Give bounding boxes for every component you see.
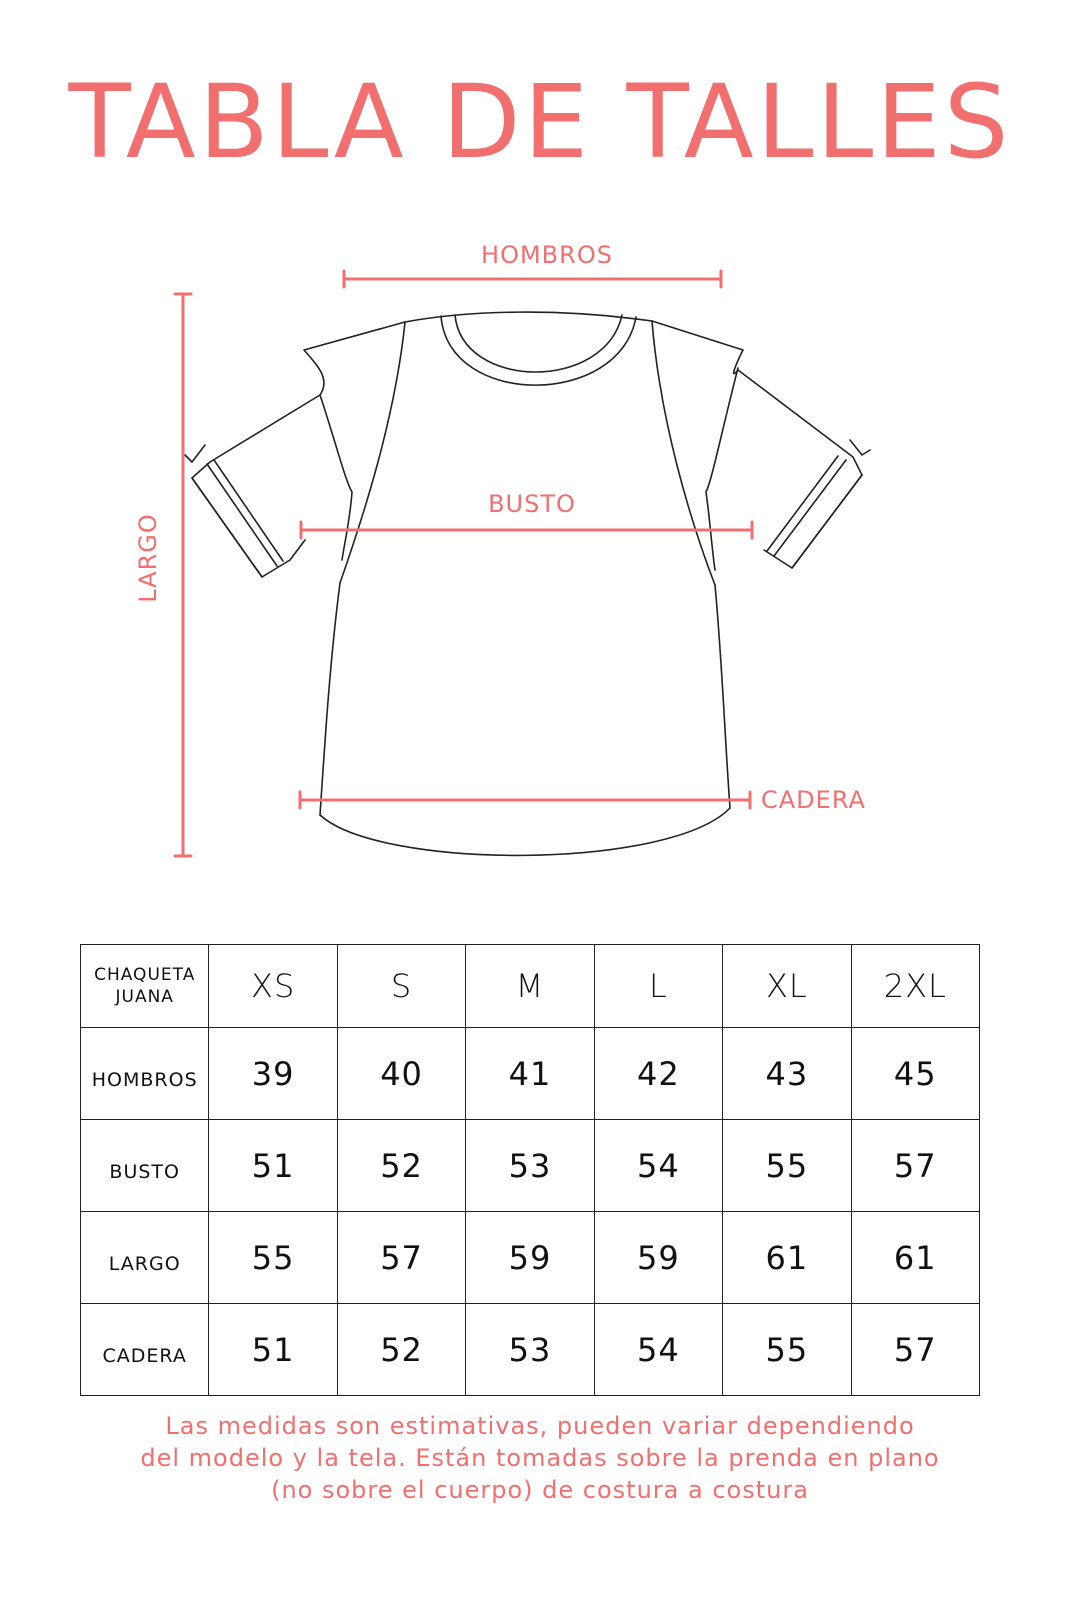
table-cell: 41 — [466, 1028, 594, 1120]
table-cell: 55 — [723, 1120, 851, 1212]
table-cell: 54 — [594, 1304, 722, 1396]
table-cell: 55 — [209, 1212, 337, 1304]
note-line-3: (no sobre el cuerpo) de costura a costura — [271, 1476, 809, 1504]
garment-name-cell — [81, 945, 209, 1028]
table-cell: 54 — [594, 1120, 722, 1212]
shoulders-label: HOMBROS — [481, 241, 613, 269]
left-armhole — [320, 322, 405, 583]
table-cell: 40 — [337, 1028, 465, 1120]
table-cell: 57 — [851, 1304, 979, 1396]
table-cell: 61 — [851, 1212, 979, 1304]
table-cell: 39 — [209, 1028, 337, 1120]
right-sleeve-hem-mark — [850, 440, 870, 455]
right-sleeve-band — [774, 460, 862, 568]
right-armhole — [652, 321, 738, 585]
row-label: CADERA — [81, 1304, 209, 1396]
table-cell: 42 — [594, 1028, 722, 1120]
table-cell: 59 — [466, 1212, 594, 1304]
table-row — [81, 1304, 980, 1396]
size-header: L — [594, 945, 722, 1028]
left-sleeve-hem-mark — [185, 445, 205, 462]
left-sleeve-band-inner — [214, 460, 283, 561]
size-header: XL — [723, 945, 851, 1028]
bust-label: BUSTO — [488, 490, 576, 518]
size-header: S — [337, 945, 465, 1028]
left-sleeve-band — [192, 464, 277, 577]
table-cell: 52 — [337, 1120, 465, 1212]
measurement-note — [0, 1410, 1080, 1506]
size-header: 2XL — [851, 945, 979, 1028]
table-cell: 43 — [723, 1028, 851, 1120]
row-label: BUSTO — [81, 1120, 209, 1212]
page-title: TABLA DE TALLES — [68, 63, 1012, 182]
table-header-row — [81, 945, 980, 1028]
table-cell: 59 — [594, 1212, 722, 1304]
table-cell: 57 — [851, 1120, 979, 1212]
left-sleeve — [192, 322, 405, 577]
note-line-1: Las medidas son estimativas, pueden variar dependiendo — [165, 1412, 915, 1440]
neckline-outer — [455, 315, 622, 372]
row-label: LARGO — [81, 1212, 209, 1304]
table-cell: 52 — [337, 1304, 465, 1396]
neckline-inner — [441, 316, 636, 385]
table-cell: 57 — [337, 1212, 465, 1304]
table-cell: 45 — [851, 1028, 979, 1120]
table-row — [81, 1120, 980, 1212]
table-cell: 53 — [466, 1120, 594, 1212]
table-row — [81, 1028, 980, 1120]
size-header: XS — [209, 945, 337, 1028]
t-shirt-illustration — [185, 312, 870, 855]
right-sleeve-band-inner — [767, 456, 838, 551]
row-label: HOMBROS — [81, 1028, 209, 1120]
table-cell: 51 — [209, 1304, 337, 1396]
size-header: M — [466, 945, 594, 1028]
measurement-guides — [175, 271, 752, 856]
garment-name-line1: CHAQUETA — [94, 964, 196, 985]
right-side-seam — [715, 585, 730, 808]
hem — [320, 808, 730, 855]
garment-name-line2: JUANA — [115, 987, 174, 1007]
table-row — [81, 1212, 980, 1304]
table-cell: 53 — [466, 1304, 594, 1396]
table-cell: 61 — [723, 1212, 851, 1304]
table-cell: 55 — [723, 1304, 851, 1396]
length-label: LARGO — [134, 513, 162, 603]
hip-label: CADERA — [761, 786, 866, 814]
left-side-seam — [320, 583, 340, 815]
size-table — [80, 944, 980, 1396]
note-line-2: del modelo y la tela. Están tomadas sobre la prenda en plano — [140, 1444, 940, 1472]
table-cell: 51 — [209, 1120, 337, 1212]
